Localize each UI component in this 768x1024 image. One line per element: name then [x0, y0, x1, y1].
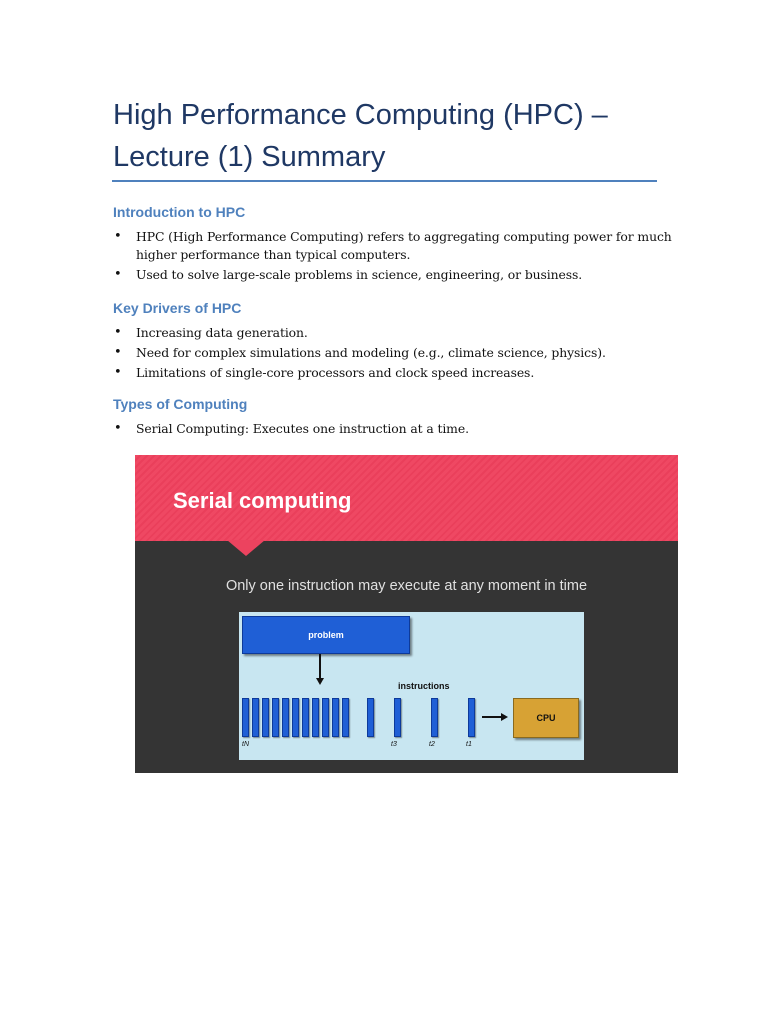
- bullet-list: [113, 324, 673, 382]
- right-arrow-icon: [501, 713, 508, 721]
- instruction-block: [322, 698, 329, 737]
- bullet-item: • HPC (High Performance Computing) refers to aggregating computing power for much higher performance than typical computers.: [113, 228, 673, 264]
- section-heading: Types of Computing: [113, 396, 248, 412]
- title-divider: [112, 180, 657, 182]
- instruction-block: [332, 698, 339, 737]
- instruction-block: [272, 698, 279, 737]
- serial-diagram: [239, 612, 584, 760]
- down-arrow-shaft: [319, 654, 321, 679]
- serial-computing-slide-image: [135, 455, 678, 773]
- instruction-block: [367, 698, 374, 737]
- slide-header-notch: [227, 540, 265, 556]
- instruction-block: [282, 698, 289, 737]
- instruction-block: [302, 698, 309, 737]
- time-label: t2: [429, 741, 435, 748]
- instruction-block: [394, 698, 401, 737]
- down-arrow-icon: [316, 678, 324, 685]
- instruction-block: [431, 698, 438, 737]
- section-heading: Introduction to HPC: [113, 204, 246, 220]
- slide-title: Serial computing: [173, 488, 352, 513]
- cpu-box: CPU: [513, 698, 579, 738]
- bullet-item: • Serial Computing: Executes one instruction at a time.: [113, 420, 673, 438]
- bullet-item: • Limitations of single-core processors and clock speed increases.: [113, 364, 673, 382]
- instruction-block: [292, 698, 299, 737]
- instruction-block: [468, 698, 475, 737]
- section-introduction: [113, 203, 673, 286]
- instruction-block: [252, 698, 259, 737]
- time-label: tN: [242, 741, 249, 748]
- instruction-block: [342, 698, 349, 737]
- document-title: High Performance Computing (HPC) – Lecture (1) Summary: [113, 99, 608, 173]
- problem-box: problem: [242, 616, 410, 654]
- bullet-item: • Increasing data generation.: [113, 324, 673, 342]
- bullet-item: • Need for complex simulations and modeling (e.g., climate science, physics).: [113, 344, 673, 362]
- right-arrow-shaft: [482, 716, 502, 718]
- instruction-block: [262, 698, 269, 737]
- instruction-block: [242, 698, 249, 737]
- slide-subtitle: Only one instruction may execute at any moment in time: [225, 578, 588, 594]
- bullet-list: [113, 420, 673, 438]
- time-label: t3: [391, 741, 397, 748]
- instruction-block: [312, 698, 319, 737]
- section-heading: Key Drivers of HPC: [113, 300, 242, 316]
- bullet-list: [113, 228, 673, 284]
- section-types-of-computing: [113, 395, 673, 440]
- bullet-item: • Used to solve large-scale problems in science, engineering, or business.: [113, 266, 673, 284]
- section-key-drivers: [113, 299, 673, 384]
- instructions-label: instructions: [398, 681, 450, 691]
- time-label: t1: [466, 741, 472, 748]
